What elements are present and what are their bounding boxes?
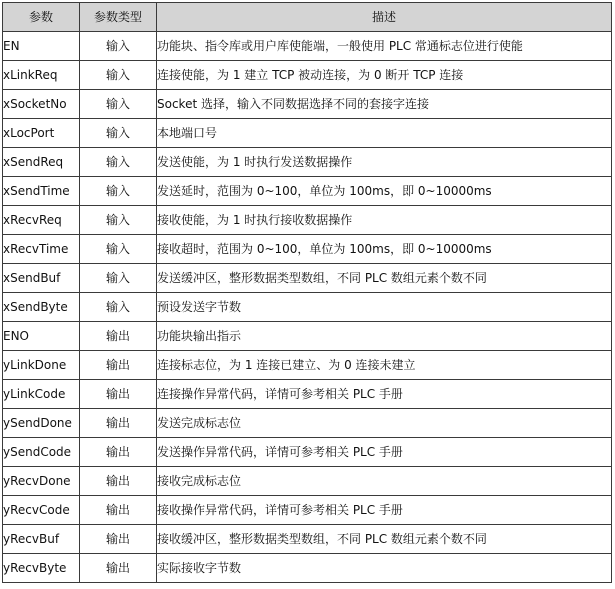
parameter-name-cell: xSendTime bbox=[3, 177, 80, 206]
parameter-type-cell: 输入 bbox=[80, 148, 157, 177]
parameter-type-cell: 输入 bbox=[80, 206, 157, 235]
table-row bbox=[3, 32, 612, 61]
description-cell: Socket 选择，输入不同数据选择不同的套接字连接 bbox=[157, 90, 612, 119]
parameter-type-cell: 输出 bbox=[80, 554, 157, 583]
parameter-type-cell: 输出 bbox=[80, 380, 157, 409]
parameter-table bbox=[2, 2, 612, 583]
parameter-type-cell: 输出 bbox=[80, 467, 157, 496]
description-cell: 发送完成标志位 bbox=[157, 409, 612, 438]
description-cell: 连接标志位，为 1 连接已建立、为 0 连接未建立 bbox=[157, 351, 612, 380]
parameter-type-cell: 输出 bbox=[80, 438, 157, 467]
parameter-name-cell: yRecvBuf bbox=[3, 525, 80, 554]
table-row bbox=[3, 206, 612, 235]
table-row bbox=[3, 148, 612, 177]
table-row bbox=[3, 351, 612, 380]
parameter-name-cell: ENO bbox=[3, 322, 80, 351]
parameter-name-cell: ySendCode bbox=[3, 438, 80, 467]
table-row bbox=[3, 496, 612, 525]
parameter-name-cell: xSendBuf bbox=[3, 264, 80, 293]
parameter-name-cell: yRecvCode bbox=[3, 496, 80, 525]
table-row bbox=[3, 293, 612, 322]
parameter-name-cell: xSocketNo bbox=[3, 90, 80, 119]
description-cell: 接收使能，为 1 时执行接收数据操作 bbox=[157, 206, 612, 235]
table-row bbox=[3, 467, 612, 496]
description-cell: 接收超时，范围为 0~100，单位为 100ms，即 0~10000ms bbox=[157, 235, 612, 264]
parameter-type-cell: 输入 bbox=[80, 264, 157, 293]
parameter-name-cell: ySendDone bbox=[3, 409, 80, 438]
header-row bbox=[3, 3, 612, 32]
table-row bbox=[3, 61, 612, 90]
parameter-name-cell: xRecvTime bbox=[3, 235, 80, 264]
description-cell: 接收操作异常代码，详情可参考相关 PLC 手册 bbox=[157, 496, 612, 525]
parameter-type-cell: 输入 bbox=[80, 235, 157, 264]
parameter-name-cell: xSendReq bbox=[3, 148, 80, 177]
header-parameter-type: 参数类型 bbox=[80, 3, 157, 32]
description-cell: 连接操作异常代码，详情可参考相关 PLC 手册 bbox=[157, 380, 612, 409]
parameter-name-cell: yLinkCode bbox=[3, 380, 80, 409]
parameter-type-cell: 输入 bbox=[80, 177, 157, 206]
table-row bbox=[3, 380, 612, 409]
description-cell: 功能块、指令库或用户库使能端，一般使用 PLC 常通标志位进行使能 bbox=[157, 32, 612, 61]
description-cell: 发送延时，范围为 0~100，单位为 100ms，即 0~10000ms bbox=[157, 177, 612, 206]
parameter-name-cell: xLocPort bbox=[3, 119, 80, 148]
parameter-name-cell: yRecvDone bbox=[3, 467, 80, 496]
description-cell: 实际接收字节数 bbox=[157, 554, 612, 583]
parameter-name-cell: yRecvByte bbox=[3, 554, 80, 583]
description-cell: 接收完成标志位 bbox=[157, 467, 612, 496]
description-cell: 发送缓冲区，整形数据类型数组，不同 PLC 数组元素个数不同 bbox=[157, 264, 612, 293]
parameter-type-cell: 输出 bbox=[80, 496, 157, 525]
description-cell: 发送操作异常代码，详情可参考相关 PLC 手册 bbox=[157, 438, 612, 467]
description-cell: 发送使能，为 1 时执行发送数据操作 bbox=[157, 148, 612, 177]
parameter-type-cell: 输出 bbox=[80, 525, 157, 554]
parameter-type-cell: 输入 bbox=[80, 32, 157, 61]
parameter-type-cell: 输入 bbox=[80, 119, 157, 148]
header-parameter: 参数 bbox=[3, 3, 80, 32]
parameter-name-cell: xLinkReq bbox=[3, 61, 80, 90]
parameter-name-cell: EN bbox=[3, 32, 80, 61]
table-row bbox=[3, 409, 612, 438]
parameter-type-cell: 输出 bbox=[80, 322, 157, 351]
table-row bbox=[3, 235, 612, 264]
table-row bbox=[3, 554, 612, 583]
description-cell: 本地端口号 bbox=[157, 119, 612, 148]
parameter-type-cell: 输出 bbox=[80, 351, 157, 380]
parameter-name-cell: xSendByte bbox=[3, 293, 80, 322]
table-row bbox=[3, 119, 612, 148]
parameter-type-cell: 输入 bbox=[80, 293, 157, 322]
table-row bbox=[3, 90, 612, 119]
parameter-type-cell: 输出 bbox=[80, 409, 157, 438]
table-body bbox=[3, 32, 612, 583]
table-row bbox=[3, 438, 612, 467]
table-row bbox=[3, 177, 612, 206]
parameter-type-cell: 输入 bbox=[80, 90, 157, 119]
description-cell: 预设发送字节数 bbox=[157, 293, 612, 322]
table-row bbox=[3, 264, 612, 293]
table-row bbox=[3, 322, 612, 351]
description-cell: 连接使能，为 1 建立 TCP 被动连接，为 0 断开 TCP 连接 bbox=[157, 61, 612, 90]
description-cell: 功能块输出指示 bbox=[157, 322, 612, 351]
table-header bbox=[3, 3, 612, 32]
parameter-name-cell: yLinkDone bbox=[3, 351, 80, 380]
header-description: 描述 bbox=[157, 3, 612, 32]
parameter-name-cell: xRecvReq bbox=[3, 206, 80, 235]
table-row bbox=[3, 525, 612, 554]
description-cell: 接收缓冲区，整形数据类型数组，不同 PLC 数组元素个数不同 bbox=[157, 525, 612, 554]
parameter-type-cell: 输入 bbox=[80, 61, 157, 90]
